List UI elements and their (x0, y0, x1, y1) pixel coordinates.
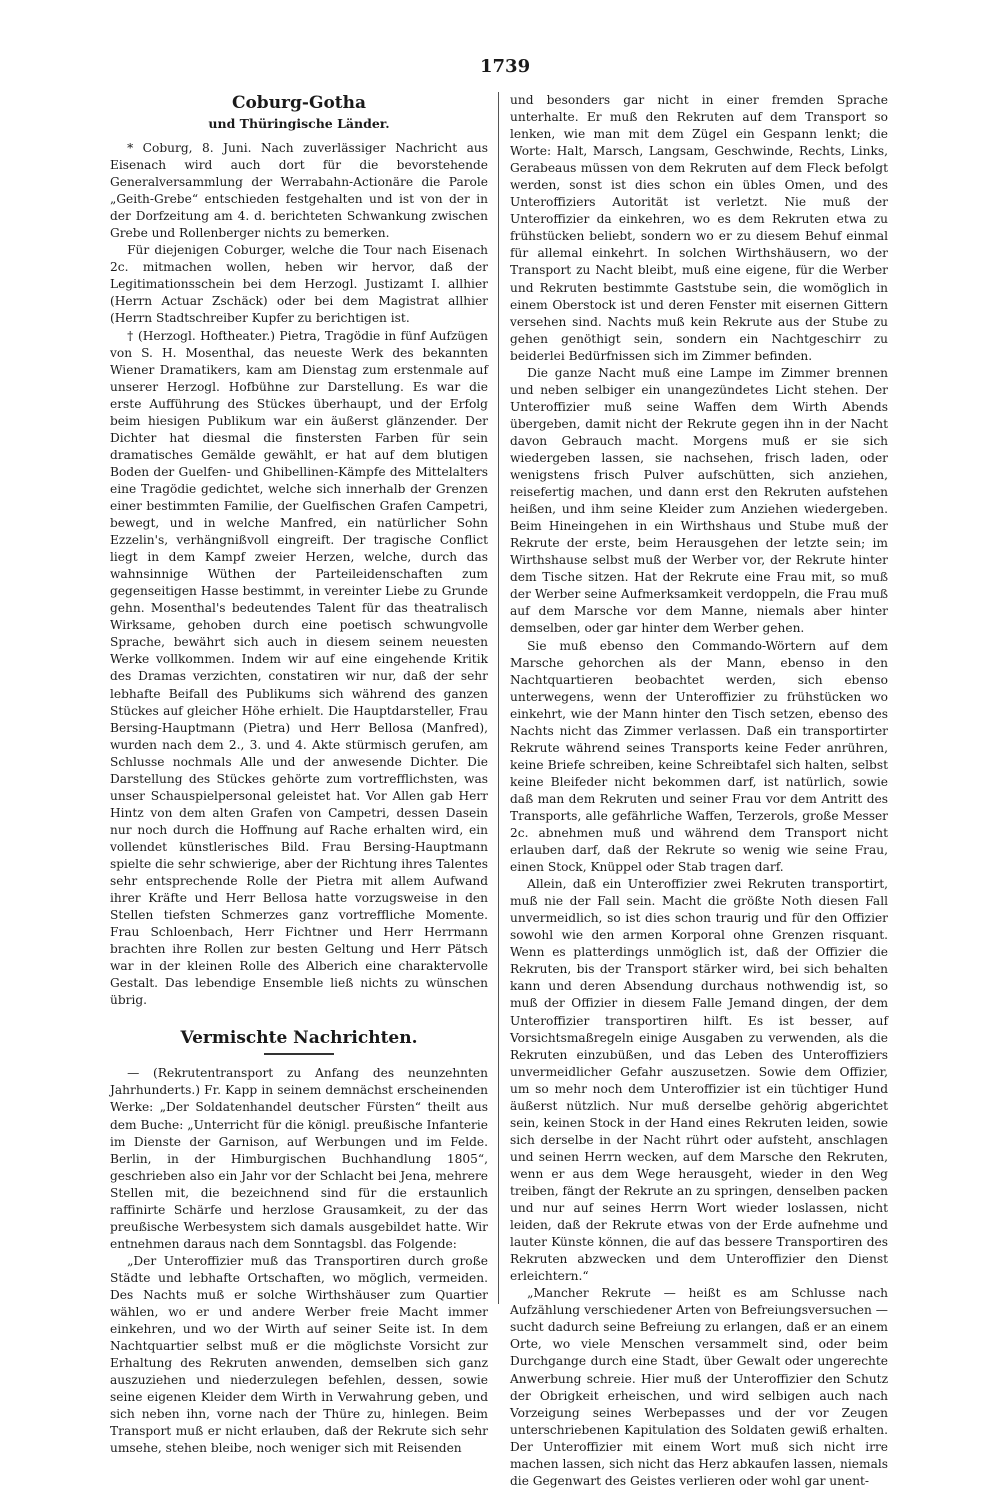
article-rekrutentransport-quote: „Der Unteroffizier muß das Transportiren durch große Städte und lebhafte Ortschaften, wo möglich, vermeiden. Des Nachts muß er solche Wirthshäuser zum Quartier wählen, wo er und andere Werber freie Macht immer einkehren, und wo der Wirth auf seiner Seite ist. In dem Nachtquartier selbst muß er die möglichste Vorsicht zur Erhaltung des Rekruten anwenden, demselben sich ganz auszuziehen und niederzulegen befehlen, dessen, sowie seine eigenen Kleider dem Wirth in Verwahrung geben, und sich neben ihn, vorne nach der Thüre zu, hinlegen. Beim Transport muß er nicht erlauben, daß der Rekrute sich sehr umsehe, stehen bleibe, noch weniger sich mit Reisenden (110, 1253, 488, 1456)
article-continuation-5: „Mancher Rekrute — heißt es am Schlusse nach Aufzählung verschiedener Arten von Befreiungsversuchen — sucht dadurch seine Befreiung zu erlangen, daß er an einem Orte, wo viele Menschen versammelt sind, oder beim Durchgange durch eine Stadt, über Gewalt oder ungerechte Anwerbung schreie. Hier muß der Unteroffizier den Schutz der Obrigkeit erheischen, und wird selbigen auch nach Vorzeigung seines Werbepasses und der vor Zeugen unterschriebenen Kapitulation des Soldaten gewiß erhalten. Der Unteroffizier mit einem Wort muß sich nicht irre machen lassen, sich nicht das Herz abkaufen lassen, niemals die Gegenwart des Geistes verlieren oder wohl gar unent- (510, 1286, 888, 1488)
article-rekrutentransport-intro: — (Rekrutentransport zu Anfang des neunzehnten Jahrhunderts.) Fr. Kapp in seinem demnächst erscheinenden Werke: „Der Soldatenhandel deutscher Fürsten“ theilt aus dem Buche: „Unterricht für die königl. preußische Infanterie im Dienste der Garnison, auf Werbungen und im Felde. Berlin, in der Himburgischen Buchhandlung 1805“, geschrieben also ein Jahr vor der Schlacht bei Jena, mehrere Stellen mit, die bezeichnend sind für die erstaunlich raffinirte Schärfe und herzlose Grausamkeit, zu der das preußische Werbesystem sich damals ausgebildet hatte. Wir entnehmen daraus nach dem Sonntagsbl. das Folgende: (110, 1066, 488, 1251)
article-continuation-3: Sie muß ebenso den Commando-Wörtern auf dem Marsche gehorchen als der Mann, ebenso in den Nachtquartieren beobachtet werden, sich ebenso unterwegens, wenn der Unteroffizier zu frühstücken wo einkehrt, wie der Mann hinter den Tisch setzen, ebenso des Nachts nicht das Zimmer verlassen. Daß ein transportirter Rekrute während seines Transports keine Feder anrühren, keine Briefe schreiben, keine Schreibtafel sich halten, selbst keine Bleifeder nicht bekommen darf, ist natürlich, sowie daß man dem Rekruten und seiner Frau vor dem Antritt des Transports, alle gefährliche Waffen, Terzerols, große Messer 2c. abnehmen muß und während dem Transport nicht erlauben darf, daß der Rekrute so wenig wie seine Frau, einen Stock, Knüppel oder Stab tragen darf. (510, 638, 888, 875)
article-continuation-4: Allein, daß ein Unteroffizier zwei Rekruten transportirt, muß nie der Fall sein. Macht die größte Noth diesen Fall unvermeidlich, so ist dies schon traurig und für den Offizier sowohl wie den armen Korporal ohne Grenzen risquant. Wenn es platterdings unmöglich ist, daß der Offizier die Rekruten, bis der Transport stärker wird, bei sich behalten kann und deren Absendung durchaus nothwendig ist, so muß der Offizier in diesem Falle Jemand dingen, der dem Unteroffizier transportiren hilft. Es ist besser, auf Vorsichtsmaßregeln einige Ausgaben zu verwenden, als die Rekruten einzubüßen, und das Leben des Unteroffiziers unvermeidlicher Gefahr auszusetzen. Sowie dem Offizier, um so mehr noch dem Unteroffizier ist ein tüchtiger Hund äußerst nützlich. Nur muß derselbe gehörig abgerichtet sein, keinen Stock in der Hand eines Rekruten leiden, sowie sich derselbe in der Nacht rührt oder aufsteht, anschlagen und seinen Herrn wecken, auf dem Marsche den Rekruten, wenn er aus dem Wege herausgeht, wieder in den Weg treiben, fängt der Rekrute an zu springen, denselben packen und nur auf seines Herrn Wort wieder loslassen, nicht leiden, daß der Rekrute etwas von der Erde aufnehme und lauter Künste können, die auf das bessere Transportiren des Rekruten abzwecken und dem Unteroffizier den Dienst erleichtern.“ (510, 877, 888, 1284)
article-continuation-1: und besonders gar nicht in einer fremden Sprache unterhalte. Er muß den Rekruten auf dem Transport so lenken, wie man mit dem Zügel ein Gespann lenkt; die Worte: Halt, Marsch, Langsam, Geschwinde, Rechts, Links, Gerabeaus müssen von dem Rekruten auf dem Fleck befolgt werden, sonst ist dies schon ein übles Omen, und des Unteroffiziers Autorität ist verletzt. Nie muß der Unteroffizier da einkehren, wo es dem Rekruten etwa zu frühstücken beliebt, sondern wo er zu diesem Behuf einmal für allemal einkehrt. In solchen Wirthshäusern, wo der Transport zu Nacht bleibt, muß eine eigene, für die Werber und Rekruten bestimmte Gaststube sein, die womöglich in einem Oberstock ist und deren Fenster mit eisernen Gittern versehen sind. Nachts muß kein Rekrute aus der Stube zu gehen genöthigt sein, sondern ein Nachtgeschirr zu beiderlei Bedürfnissen sich im Zimmer befinden. (510, 93, 888, 363)
article-hoftheater-pietra: † (Herzogl. Hoftheater.) Pietra, Tragödie in fünf Aufzügen von S. H. Mosenthal, das neueste Werk des bekannten Wiener Dramatikers, kam am Dienstag zum erstenmale auf unserer Herzogl. Hofbühne zur Darstellung. Es war die erste Aufführung des Stückes überhaupt, und der Erfolg beim hiesigen Publikum war ein äußerst glänzender. Der Dichter hat diesmal die finstersten Farben für sein dramatisches Gemälde gewählt, er hat auf dem blutigen Boden der Guelfen- und Ghibellinen-Kämpfe des Mittelalters eine Tragödie gedichtet, welche sich innerhalb der Grenzen einer bestimmten Familie, der Guelfischen Grafen Campetri, bewegt, und in welche Manfred, ein natürlicher Sohn Ezzelin's, verhängnißvoll eingreift. Der tragische Conflict liegt in dem Kampf zweier Herzen, welche, durch das wahnsinnige Wüthen der Parteileidenschaften zum gegenseitigen Hasse bestimmt, in vereinter Liebe zu Grunde gehn. Mosenthal's bedeutendes Talent für das theatralisch Wirksame, gehoben durch eine poetisch schwungvolle Sprache, bewährt sich auch in diesem seinem neuesten Werke vollkommen. Indem wir auf eine eingehende Kritik des Dramas verzichten, constatiren wir nur, daß der sehr lebhafte Beifall des Publikums sich während des ganzen Stückes auf gleicher Höhe erhielt. Die Hauptdarsteller, Frau Bersing-Hauptmann (Pietra) und Herr Bellosa (Manfred), wurden nach dem 2., 3. und 4. Akte stürmisch gerufen, am Schlusse nochmals Alle und der anwesende Dichter. Die Darstellung des Stückes gehörte zum vortrefflichsten, was unser Schauspielpersonal geleistet hat. Vor Allen gab Herr Hintz von dem alten Grafen von Campetri, dessen Dasein nur noch durch die Hoffnung auf Rache erhalten wird, ein vollendet künstlerisches Bild. Frau Bersing-Hauptmann spielte die sehr schwierige, aber der Richtung ihres Talentes sehr entsprechende Rolle der Pietra mit allem Aufwand ihrer Kräfte und Herr Bellosa hatte vorzugsweise in den Stellen tiefsten Schmerzes ganz vortreffliche Momente. Frau Schloenbach, Herr Fichtner und Herr Herrmann brachten ihre Rollen zur besten Geltung und Herr Pätsch war in der kleinen Rolle des Alberich eine charaktervolle Gestalt. Das lebendige Ensemble ließ nichts zu wünschen übrig. (110, 328, 488, 1008)
section-subtitle-thueringen: und Thüringische Länder. (208, 116, 390, 131)
column-divider (498, 92, 499, 1304)
left-column (110, 92, 488, 1457)
section-title-vermischte-nachrichten: Vermischte Nachrichten. (180, 1028, 418, 1049)
article-continuation-2: Die ganze Nacht muß eine Lampe im Zimmer brennen und neben selbiger ein unangezündetes Licht stehen. Der Unteroffizier muß seine Waffen dem Wirth Abends übergeben, damit nicht der Rekrute gegen ihn in der Nacht davon Gebrauch macht. Morgens muß er sie sich wiedergeben lassen, sie nachsehen, frisch laden, oder wenigstens frisch Pulver aufschütten, sich anziehen, reisefertig machen, und dann erst den Rekruten aufstehen heißen, und ihm seine Kleider zum Anziehen wiedergeben. Beim Hineingehen in ein Wirthshaus und Stube muß der Rekrute der erste, beim Herausgehen der letzte sein; im Wirthshause selbst muß der Werber vor, der Rekrute hinter dem Tische sitzen. Hat der Rekrute eine Frau mit, so muß der Werber seine Aufmerksamkeit verdoppeln, die Frau muß auf dem Marsche vor dem Manne, niemals aber hinter demselben, oder gar hinter dem Werber gehen. (510, 365, 888, 636)
article-coburg-werrabahn: * Coburg, 8. Juni. Nach zuverlässiger Nachricht aus Eisenach wird auch dort für die bevorstehende Generalversammlung der Werrabahn-Actionäre die Parole „Geith-Grebe“ entschieden festgehalten und ist von der in der Dorfzeitung am 4. d. berichteten Schwankung zwischen Grebe und Rollenberger nichts zu bemerken. (110, 141, 488, 241)
title-divider (264, 1053, 334, 1055)
page-number: 1739 (480, 56, 531, 77)
section-title-coburg-gotha: Coburg-Gotha (231, 93, 367, 113)
right-column (510, 92, 888, 1490)
article-coburg-legitimation: Für diejenigen Coburger, welche die Tour nach Eisenach 2c. mitmachen wollen, heben wir hervor, daß der Legitimationsschein bei dem Herzogl. Justizamt I. allhier (Herrn Actuar Zschäck) oder bei dem Magistrat allhier (Herrn Stadtschreiber Kupfer zu berichtigen ist. (110, 243, 488, 326)
section-gap (110, 1009, 488, 1027)
